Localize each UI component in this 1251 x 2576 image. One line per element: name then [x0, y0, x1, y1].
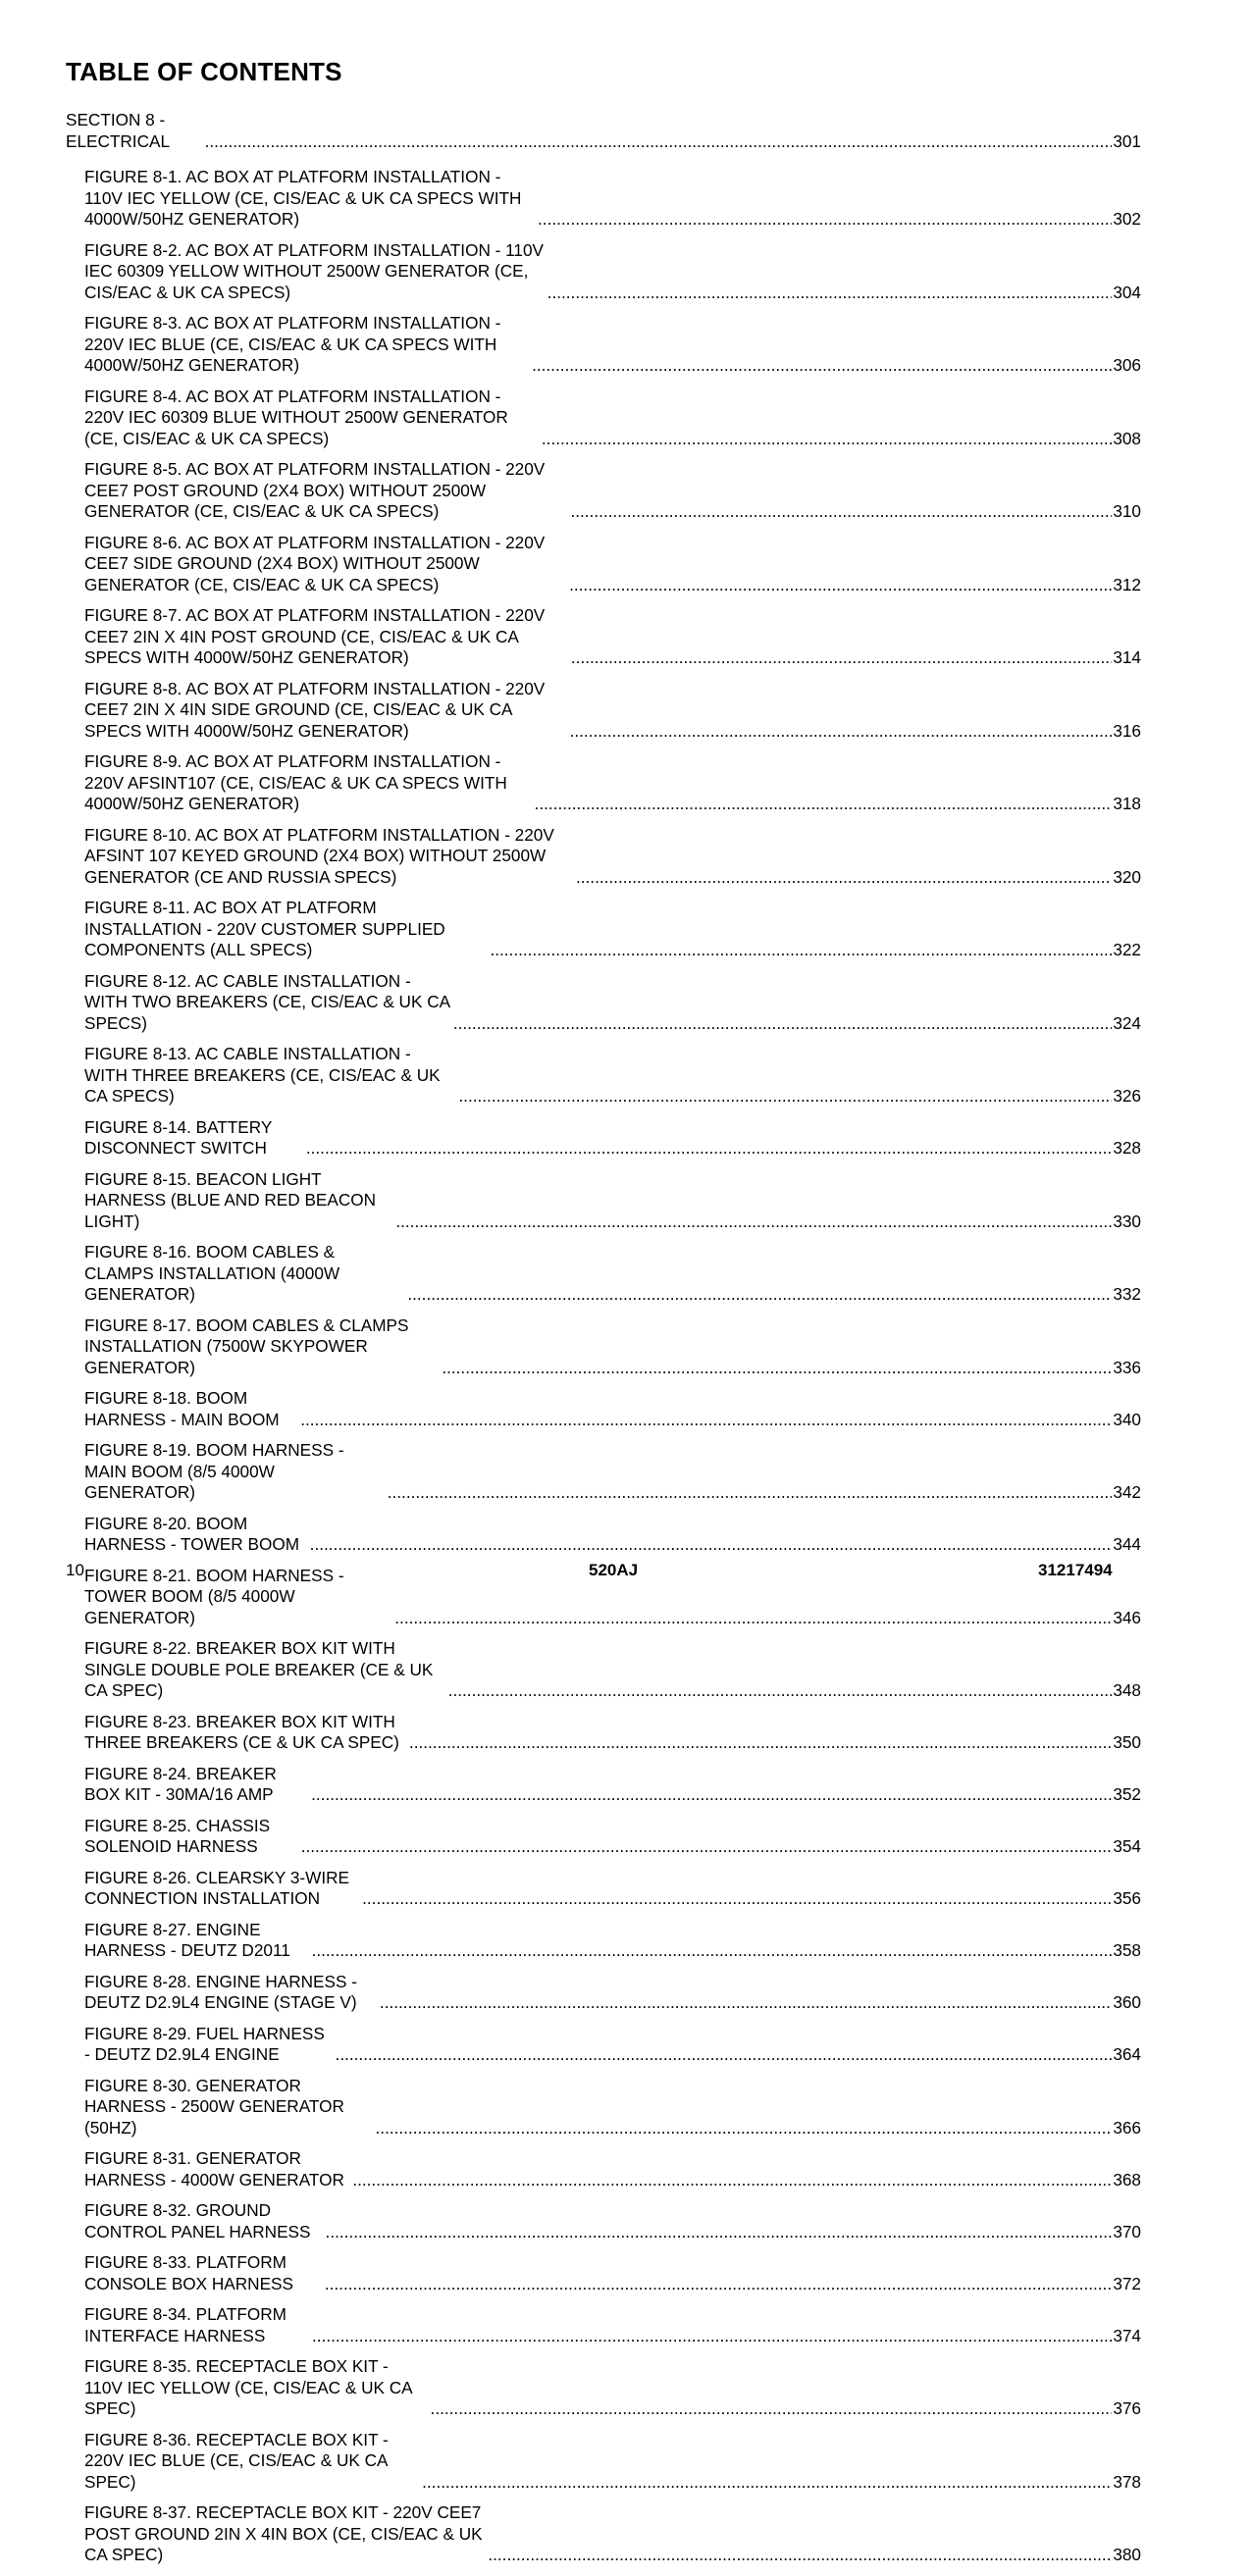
toc-figure-entry[interactable] — [66, 1388, 1141, 1430]
toc-section-label: SECTION 8 - ELECTRICAL — [66, 110, 171, 151]
toc-figure-entry[interactable] — [66, 2200, 1141, 2242]
toc-figure-label: FIGURE 8-22. BREAKER BOX KIT WITH SINGLE DOUBLE POLE BREAKER (CE & UK CA SPEC) — [84, 1638, 434, 1700]
toc-figure-label: FIGURE 8-16. BOOM CABLES & CLAMPS INSTALLATION (4000W GENERATOR) — [84, 1242, 340, 1304]
dot-leader — [442, 1358, 1112, 1379]
toc-figure-entry[interactable] — [66, 1764, 1141, 1806]
toc-figure-page: 342 — [1113, 1482, 1141, 1502]
footer-model: 520AJ — [589, 1561, 639, 1579]
dot-leader — [352, 2170, 1112, 2191]
toc-figure-page: 372 — [1113, 2273, 1141, 2293]
toc-figure-entry[interactable] — [66, 313, 1141, 377]
toc-figure-entry[interactable] — [66, 2502, 1141, 2566]
dot-leader — [547, 283, 1113, 304]
dot-leader — [306, 1138, 1112, 1159]
toc-figure-page: 370 — [1113, 2221, 1141, 2241]
dot-leader — [312, 1940, 1113, 1962]
toc-figure-entry[interactable] — [66, 240, 1141, 304]
toc-figure-entry[interactable] — [66, 1242, 1141, 1306]
dot-leader — [311, 1784, 1112, 1806]
toc-figure-page: 344 — [1113, 1534, 1141, 1554]
toc-figure-label: FIGURE 8-18. BOOM HARNESS - MAIN BOOM — [84, 1388, 280, 1429]
toc-figure-entry[interactable] — [66, 1440, 1141, 1504]
toc-figure-page: 336 — [1113, 1357, 1141, 1377]
dot-leader — [453, 1013, 1112, 1035]
toc-figure-entry[interactable] — [66, 2430, 1141, 2494]
toc-figure-entry[interactable] — [66, 971, 1141, 1035]
toc-figure-entry[interactable] — [66, 898, 1141, 961]
dot-leader — [458, 1086, 1112, 1108]
toc-figure-label: FIGURE 8-28. ENGINE HARNESS - DEUTZ D2.9L4 ENGINE (STAGE V) — [84, 1971, 357, 2012]
dot-leader — [326, 2222, 1113, 2243]
toc-section-entry[interactable] — [66, 110, 1141, 152]
toc-figure-entry[interactable] — [66, 1712, 1141, 1754]
toc-figure-label: FIGURE 8-32. GROUND CONTROL PANEL HARNESS — [84, 2200, 311, 2241]
toc-figure-label: FIGURE 8-11. AC BOX AT PLATFORM INSTALLATION - 220V CUSTOMER SUPPLIED COMPONENTS (ALL SPECS) — [84, 898, 445, 959]
toc-figure-entry[interactable] — [66, 1117, 1141, 1159]
toc-figure-entry[interactable] — [66, 459, 1141, 523]
figure-list — [66, 167, 1141, 2566]
dot-leader — [488, 2545, 1112, 2566]
toc-figure-label: FIGURE 8-12. AC CABLE INSTALLATION - WITH TWO BREAKERS (CE, CIS/EAC & UK CA SPECS) — [84, 970, 450, 1033]
dot-leader — [395, 1211, 1112, 1233]
toc-figure-label: FIGURE 8-21. BOOM HARNESS - TOWER BOOM (8/5 4000W GENERATOR) — [84, 1565, 344, 1627]
toc-figure-label: FIGURE 8-2. AC BOX AT PLATFORM INSTALLATION - 110V IEC 60309 YELLOW WITHOUT 2500W GENERATOR (CE, CIS/EAC & UK CA SPECS) — [84, 239, 544, 302]
toc-figure-entry[interactable] — [66, 1972, 1141, 2014]
toc-figure-page: 366 — [1113, 2117, 1141, 2138]
dot-leader — [388, 1482, 1113, 1504]
toc-figure-entry[interactable] — [66, 2148, 1141, 2190]
toc-figure-entry[interactable] — [66, 167, 1141, 231]
toc-figure-page: 346 — [1113, 1607, 1141, 1627]
toc-figure-entry[interactable] — [66, 1868, 1141, 1910]
toc-figure-page: 312 — [1113, 574, 1141, 594]
toc-figure-label: FIGURE 8-27. ENGINE HARNESS - DEUTZ D2011 — [84, 1919, 290, 1960]
toc-figure-entry[interactable] — [66, 751, 1141, 815]
dot-leader — [205, 131, 1113, 153]
dot-leader — [310, 1534, 1113, 1556]
toc-figure-page: 348 — [1113, 1680, 1141, 1700]
toc-figure-label: FIGURE 8-8. AC BOX AT PLATFORM INSTALLATION - 220V CEE7 2IN X 4IN SIDE GROUND (CE, CIS/EAC & UK CA SPECS WITH 4000W/50HZ GENERATOR) — [84, 678, 546, 741]
toc-figure-entry[interactable] — [66, 1638, 1141, 1702]
toc-figure-label: FIGURE 8-29. FUEL HARNESS - DEUTZ D2.9L4 ENGINE — [84, 2023, 325, 2064]
toc-figure-label: FIGURE 8-4. AC BOX AT PLATFORM INSTALLATION - 220V IEC 60309 BLUE WITHOUT 2500W GENERATOR (CE, CIS/EAC & UK CA SPECS) — [84, 386, 508, 448]
dot-leader — [431, 2398, 1113, 2420]
dot-leader — [576, 867, 1112, 889]
toc-figure-page: 380 — [1113, 2545, 1141, 2564]
toc-figure-entry[interactable] — [66, 679, 1141, 743]
dot-leader — [538, 209, 1112, 231]
toc-section-page: 301 — [1113, 130, 1141, 151]
dot-leader — [394, 1608, 1112, 1629]
dot-leader — [490, 940, 1112, 961]
toc-figure-label: FIGURE 8-7. AC BOX AT PLATFORM INSTALLATION - 220V CEE7 2IN X 4IN POST GROUND (CE, CIS/EAC & UK CA SPECS WITH 4000W/50HZ GENERATOR) — [84, 605, 546, 667]
dot-leader — [532, 355, 1112, 377]
toc-figure-label: FIGURE 8-9. AC BOX AT PLATFORM INSTALLATION - 220V AFSINT107 (CE, CIS/EAC & UK CA SPECS WITH 4000W/50HZ GENERATOR) — [84, 751, 507, 813]
toc-figure-page: 306 — [1113, 355, 1141, 375]
toc-figure-label: FIGURE 8-24. BREAKER BOX KIT - 30MA/16 AMP — [84, 1763, 277, 1804]
dot-leader — [570, 501, 1112, 523]
dot-leader — [542, 429, 1112, 450]
toc-figure-page: 354 — [1113, 1836, 1141, 1856]
toc-figure-entry[interactable] — [66, 2252, 1141, 2294]
toc-figure-entry[interactable] — [66, 1816, 1141, 1858]
toc-figure-entry[interactable] — [66, 605, 1141, 669]
toc-figure-label: FIGURE 8-19. BOOM HARNESS - MAIN BOOM (8/5 4000W GENERATOR) — [84, 1440, 344, 1502]
dot-leader — [380, 1992, 1112, 2014]
toc-figure-entry[interactable] — [66, 2304, 1141, 2346]
toc-figure-label: FIGURE 8-1. AC BOX AT PLATFORM INSTALLATION - 110V IEC YELLOW (CE, CIS/EAC & UK CA SPECS WITH 4000W/50HZ GENERATOR) — [84, 167, 522, 229]
dot-leader — [571, 647, 1112, 669]
toc-figure-page: 302 — [1113, 209, 1141, 229]
toc-figure-page: 326 — [1113, 1086, 1141, 1106]
table-of-contents — [66, 110, 1141, 2576]
toc-figure-entry[interactable] — [66, 1044, 1141, 1108]
toc-figure-page: 378 — [1113, 2471, 1141, 2492]
toc-figure-label: FIGURE 8-36. RECEPTACLE BOX KIT - 220V IEC BLUE (CE, CIS/EAC & UK CA SPEC) — [84, 2429, 389, 2492]
toc-figure-label: FIGURE 8-5. AC BOX AT PLATFORM INSTALLATION - 220V CEE7 POST GROUND (2X4 BOX) WITHOUT 2500W GENERATOR (CE, CIS/EAC & UK CA SPECS) — [84, 459, 546, 521]
toc-figure-label: FIGURE 8-37. RECEPTACLE BOX KIT - 220V CEE7 POST GROUND 2IN X 4IN BOX (CE, CIS/EAC & UK CA SPEC) — [84, 2502, 483, 2564]
dot-leader — [422, 2472, 1112, 2494]
toc-figure-label: FIGURE 8-26. CLEARSKY 3-WIRE CONNECTION INSTALLATION — [84, 1867, 349, 1908]
toc-figure-label: FIGURE 8-25. CHASSIS SOLENOID HARNESS — [84, 1815, 271, 1856]
toc-figure-page: 352 — [1113, 1784, 1141, 1804]
toc-figure-label: FIGURE 8-6. AC BOX AT PLATFORM INSTALLATION - 220V CEE7 SIDE GROUND (2X4 BOX) WITHOUT 2500W GENERATOR (CE, CIS/EAC & UK CA SPECS) — [84, 532, 546, 594]
toc-figure-label: FIGURE 8-30. GENERATOR HARNESS - 2500W GENERATOR (50HZ) — [84, 2075, 344, 2138]
toc-figure-page: 368 — [1113, 2169, 1141, 2190]
toc-figure-page: 330 — [1113, 1211, 1141, 1231]
toc-figure-label: FIGURE 8-33. PLATFORM CONSOLE BOX HARNESS — [84, 2252, 293, 2293]
toc-figure-page: 358 — [1113, 1940, 1141, 1960]
footer-page-number: 10 — [66, 1561, 84, 1579]
toc-figure-label: FIGURE 8-20. BOOM HARNESS - TOWER BOOM — [84, 1513, 300, 1554]
toc-figure-page: 324 — [1113, 1012, 1141, 1033]
dot-leader — [336, 2044, 1113, 2066]
toc-figure-label: FIGURE 8-3. AC BOX AT PLATFORM INSTALLATION - 220V IEC BLUE (CE, CIS/EAC & UK CA SPECS WITH 4000W/50HZ GENERATOR) — [84, 313, 501, 375]
toc-figure-page: 332 — [1113, 1284, 1141, 1304]
dot-leader — [362, 1888, 1112, 1910]
toc-figure-entry[interactable] — [66, 386, 1141, 450]
toc-figure-page: 314 — [1113, 647, 1141, 667]
toc-figure-page: 322 — [1113, 940, 1141, 959]
toc-figure-page: 318 — [1113, 794, 1141, 813]
toc-figure-page: 374 — [1113, 2325, 1141, 2345]
toc-figure-label: FIGURE 8-23. BREAKER BOX KIT WITH THREE BREAKERS (CE & UK CA SPEC) — [84, 1711, 399, 1752]
toc-figure-page: 356 — [1113, 1888, 1141, 1908]
toc-figure-entry[interactable] — [66, 825, 1141, 889]
toc-figure-entry[interactable] — [66, 2024, 1141, 2066]
dot-leader — [300, 1410, 1112, 1431]
toc-figure-entry[interactable] — [66, 533, 1141, 596]
dot-leader — [301, 1836, 1113, 1858]
toc-figure-page: 360 — [1113, 1992, 1141, 2012]
page-title: TABLE OF CONTENTS — [66, 57, 342, 86]
toc-figure-page: 328 — [1113, 1138, 1141, 1158]
toc-figure-page: 376 — [1113, 2398, 1141, 2418]
dot-leader — [535, 794, 1113, 815]
toc-figure-label: FIGURE 8-34. PLATFORM INTERFACE HARNESS — [84, 2304, 287, 2345]
footer-doc-number: 31217494 — [1038, 1561, 1113, 1579]
toc-figure-entry[interactable] — [66, 1514, 1141, 1556]
toc-figure-label: FIGURE 8-13. AC CABLE INSTALLATION - WITH THREE BREAKERS (CE, CIS/EAC & UK CA SPECS) — [84, 1044, 441, 1106]
toc-figure-entry[interactable] — [66, 1920, 1141, 1962]
dot-leader — [376, 2118, 1113, 2139]
toc-figure-label: FIGURE 8-35. RECEPTACLE BOX KIT - 110V IEC YELLOW (CE, CIS/EAC & UK CA SPEC) — [84, 2356, 412, 2418]
dot-leader — [409, 1732, 1112, 1754]
toc-figure-label: FIGURE 8-17. BOOM CABLES & CLAMPS INSTALLATION (7500W SKYPOWER GENERATOR) — [84, 1314, 409, 1377]
toc-figure-entry[interactable] — [66, 2356, 1141, 2420]
toc-figure-page: 340 — [1113, 1409, 1141, 1429]
toc-figure-label: FIGURE 8-14. BATTERY DISCONNECT SWITCH — [84, 1116, 273, 1158]
dot-leader — [570, 721, 1113, 743]
toc-figure-page: 304 — [1113, 282, 1141, 302]
toc-figure-label: FIGURE 8-31. GENERATOR HARNESS - 4000W GENERATOR — [84, 2148, 344, 2190]
toc-figure-page: 350 — [1113, 1732, 1141, 1752]
dot-leader — [448, 1680, 1113, 1702]
toc-figure-entry[interactable] — [66, 1169, 1141, 1233]
toc-figure-page: 308 — [1113, 428, 1141, 448]
toc-figure-page: 320 — [1113, 866, 1141, 887]
toc-figure-page: 364 — [1113, 2044, 1141, 2064]
dot-leader — [325, 2274, 1112, 2295]
dot-leader — [569, 575, 1112, 596]
toc-figure-page: 316 — [1113, 720, 1141, 741]
dot-leader — [312, 2326, 1112, 2347]
toc-figure-page: 310 — [1113, 501, 1141, 521]
dot-leader — [407, 1284, 1112, 1306]
toc-figure-entry[interactable] — [66, 1315, 1141, 1379]
toc-figure-entry[interactable] — [66, 2076, 1141, 2139]
toc-figure-label: FIGURE 8-15. BEACON LIGHT HARNESS (BLUE AND RED BEACON LIGHT) — [84, 1168, 377, 1231]
toc-figure-label: FIGURE 8-10. AC BOX AT PLATFORM INSTALLATION - 220V AFSINT 107 KEYED GROUND (2X4 BOX) WITHOUT 2500W GENERATOR (CE AND RUSSIA SPECS) — [84, 824, 554, 887]
